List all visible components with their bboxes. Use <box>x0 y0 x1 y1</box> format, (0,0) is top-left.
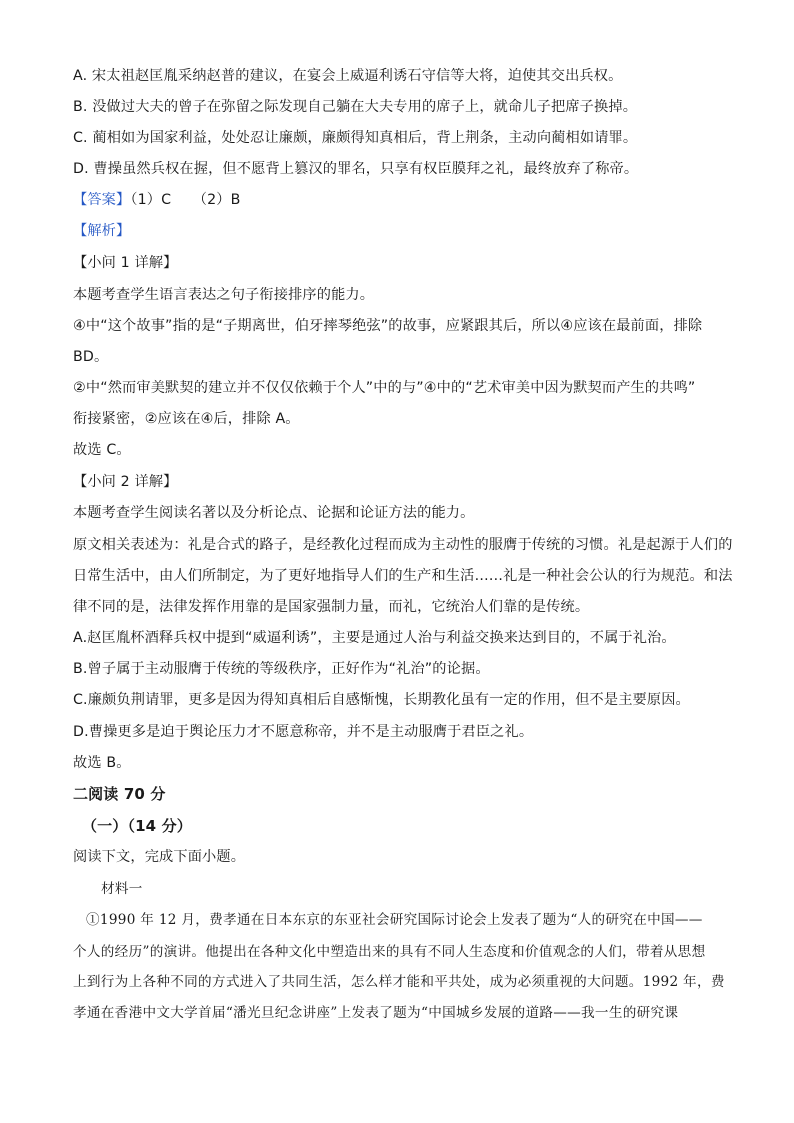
option-b: B. 没做过大夫的曾子在弥留之际发现自己躺在大夫专用的席子上，就命儿子把席子换掉。 <box>73 99 638 115</box>
q1-line: 故选 C。 <box>73 442 131 458</box>
option-a: A. 宋太祖赵匡胤采纳赵普的建议，在宴会上威逼利诱石守信等大将，迫使其交出兵权。 <box>73 68 623 84</box>
material-heading: 材料一 <box>101 881 143 897</box>
material-line: 个人的经历”的演讲。他提出在各种文化中塑造出来的具有不同人生态度和价值观念的人们，带着从思想 <box>73 944 706 960</box>
q2-line: A.赵匡胤杯酒释兵权中提到“威逼利诱”，主要是通过人治与利益交换来达到目的，不属于礼治。 <box>73 630 676 646</box>
q1-label: 【小问 1 详解】 <box>73 255 178 271</box>
material-line: 上到行为上各种不同的方式进入了共同生活，怎么样才能和平共处，成为必须重视的大问题。1992 年，费 <box>73 974 725 990</box>
q2-line: 故选 B。 <box>73 755 131 771</box>
q1-line: 本题考查学生语言表达之句子衔接排序的能力。 <box>73 287 375 303</box>
q2-line: 日常生活中，由人们所制定，为了更好地指导人们的生产和生活……礼是一种社会公认的行为规范。和法 <box>73 568 733 584</box>
q2-line: 律不同的是，法律发挥作用靠的是国家强制力量，而礼，它统治人们靠的是传统。 <box>73 599 590 615</box>
q1-line: 衔接紧密，②应该在④后，排除 A。 <box>73 411 300 427</box>
q2-line: 原文相关表述为：礼是合式的路子，是经教化过程而成为主动性的服膺于传统的习惯。礼是起源于人们的 <box>73 537 733 553</box>
q2-line: B.曾子属于主动服膺于传统的等级秩序，正好作为“礼治”的论据。 <box>73 661 490 677</box>
q2-line: D.曹操更多是迫于舆论压力才不愿意称帝，并不是主动服膺于君臣之礼。 <box>73 724 534 740</box>
material-line: 孝通在香港中文大学首届“潘光旦纪念讲座”上发表了题为“中国城乡发展的道路——我一生的研究课 <box>73 1005 679 1021</box>
q2-line: 本题考查学生阅读名著以及分析论点、论据和论证方法的能力。 <box>73 505 475 521</box>
q2-label: 【小问 2 详解】 <box>73 474 178 490</box>
analysis-label: 【解析】 <box>73 223 131 239</box>
q1-line: ②中“然而审美默契的建立并不仅仅依赖于个人”中的与”④中的“艺术审美中因为默契而产生的共鸣” <box>73 380 696 396</box>
q1-line: ④中“这个故事”指的是“子期离世，伯牙摔琴绝弦”的故事，应紧跟其后，所以④应该在最前面，排除 <box>73 318 703 334</box>
option-d: D. 曹操虽然兵权在握，但不愿背上篡汉的罪名，只享有权臣膜拜之礼，最终放弃了称帝。 <box>73 161 639 177</box>
answer-label: 【答案】 <box>73 192 131 208</box>
q2-line: C.廉颇负荆请罪，更多是因为得知真相后自感惭愧，长期教化虽有一定的作用，但不是主要原因。 <box>73 692 690 708</box>
option-c: C. 蔺相如为国家利益，处处忍让廉颇，廉颇得知真相后，背上荆条，主动向蔺相如请罪。 <box>73 130 638 146</box>
section-subtitle: （一）（14 分） <box>82 817 192 835</box>
q1-line: BD。 <box>73 349 109 365</box>
section-title: 二阅读 70 分 <box>73 785 166 803</box>
answer-text: （1）C （2）B <box>130 192 241 208</box>
answer-line <box>73 190 240 210</box>
material-line: ①1990 年 12 月，费孝通在日本东京的东亚社会研究国际讨论会上发表了题为“人的研究在中国—— <box>86 912 703 928</box>
section-instruction: 阅读下文，完成下面小题。 <box>73 849 246 865</box>
